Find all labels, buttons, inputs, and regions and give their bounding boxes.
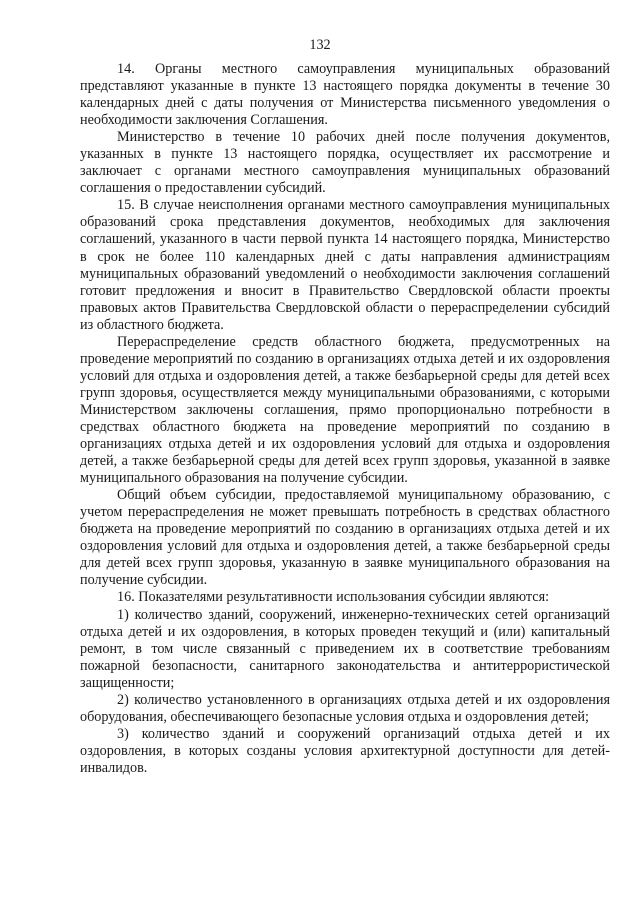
paragraph-total-volume: Общий объем субсидии, предоставляемой муниципальному образованию, с учетом перераспределения не может превышать потребность в средствах областного бюджета на проведение мероприятий по созданию в организациях отдыха детей и их оздоровления условий для отдыха и оздоровления детей, а также безбарьерной среды для детей всех групп здоровья, указанную в заявке муниципального образования на получение субсидии.: [80, 487, 610, 589]
page-number: 132: [309, 37, 331, 53]
paragraph-16: 16. Показателями результативности использования субсидии являются:: [117, 589, 550, 606]
list-item-3: 3) количество зданий и сооружений организаций отдыха детей и их оздоровления, в которых созданы условия архитектурной доступности для детей-инвалидов.: [80, 725, 610, 776]
list-item-1: 1) количество зданий, сооружений, инженерно-технических сетей организаций отдыха детей и их оздоровления, в которых проведен текущий и (или) капитальный ремонт, в том числе связанный с приведением их в соответствие требованиям пожарной безопасности, санитарного законодательства и антитеррористической защищенности;: [80, 606, 610, 691]
paragraph-15: 15. В случае неисполнения органами местного самоуправления муниципальных образований срока представления документов, необходимых для заключения соглашений, указанного в части первой пункта 14 настоящего порядка, Министерство в срок не более 110 календарных дней с даты направления администрациям муниципальных образований уведомлений о необходимости заключения соглашений готовит предложения и вносит в Правительство Свердловской области проекты правовых актов Правительства Свердловской области о перераспределении субсидий из областного бюджета.: [80, 197, 610, 333]
document-body: [80, 61, 610, 777]
paragraph-ministry-review: Министерство в течение 10 рабочих дней после получения документов, указанных в пункте 13 настоящего порядка, осуществляет их рассмотрение и заключает с органами местного самоуправления муниципальных образований соглашения о предоставлении субсидий.: [80, 129, 610, 197]
paragraph-14: 14. Органы местного самоуправления муниципальных образований представляют указанные в пункте 13 настоящего порядка документы в течение 30 календарных дней с даты получения от Министерства письменного уведомления о необходимости заключения Соглашения.: [80, 61, 610, 129]
list-item-2: 2) количество установленного в организациях отдыха детей и их оздоровления оборудования, обеспечивающего безопасные условия отдыха и оздоровления детей;: [80, 691, 610, 725]
paragraph-redistribution: Перераспределение средств областного бюджета, предусмотренных на проведение мероприятий по созданию в организациях отдыха детей и их оздоровления условий для отдыха и оздоровления детей, а также безбарьерной среды для детей всех групп здоровья, осуществляется между муниципальными образованиями, с которыми Министерством заключены соглашения, прямо пропорционально потребности в средствах областного бюджета на проведение мероприятий по созданию в организациях отдыха детей и их оздоровления условий для отдыха и оздоровления детей, а также безбарьерной среды для детей всех групп здоровья, указанной в заявке муниципального образования на получение субсидии.: [80, 333, 610, 487]
